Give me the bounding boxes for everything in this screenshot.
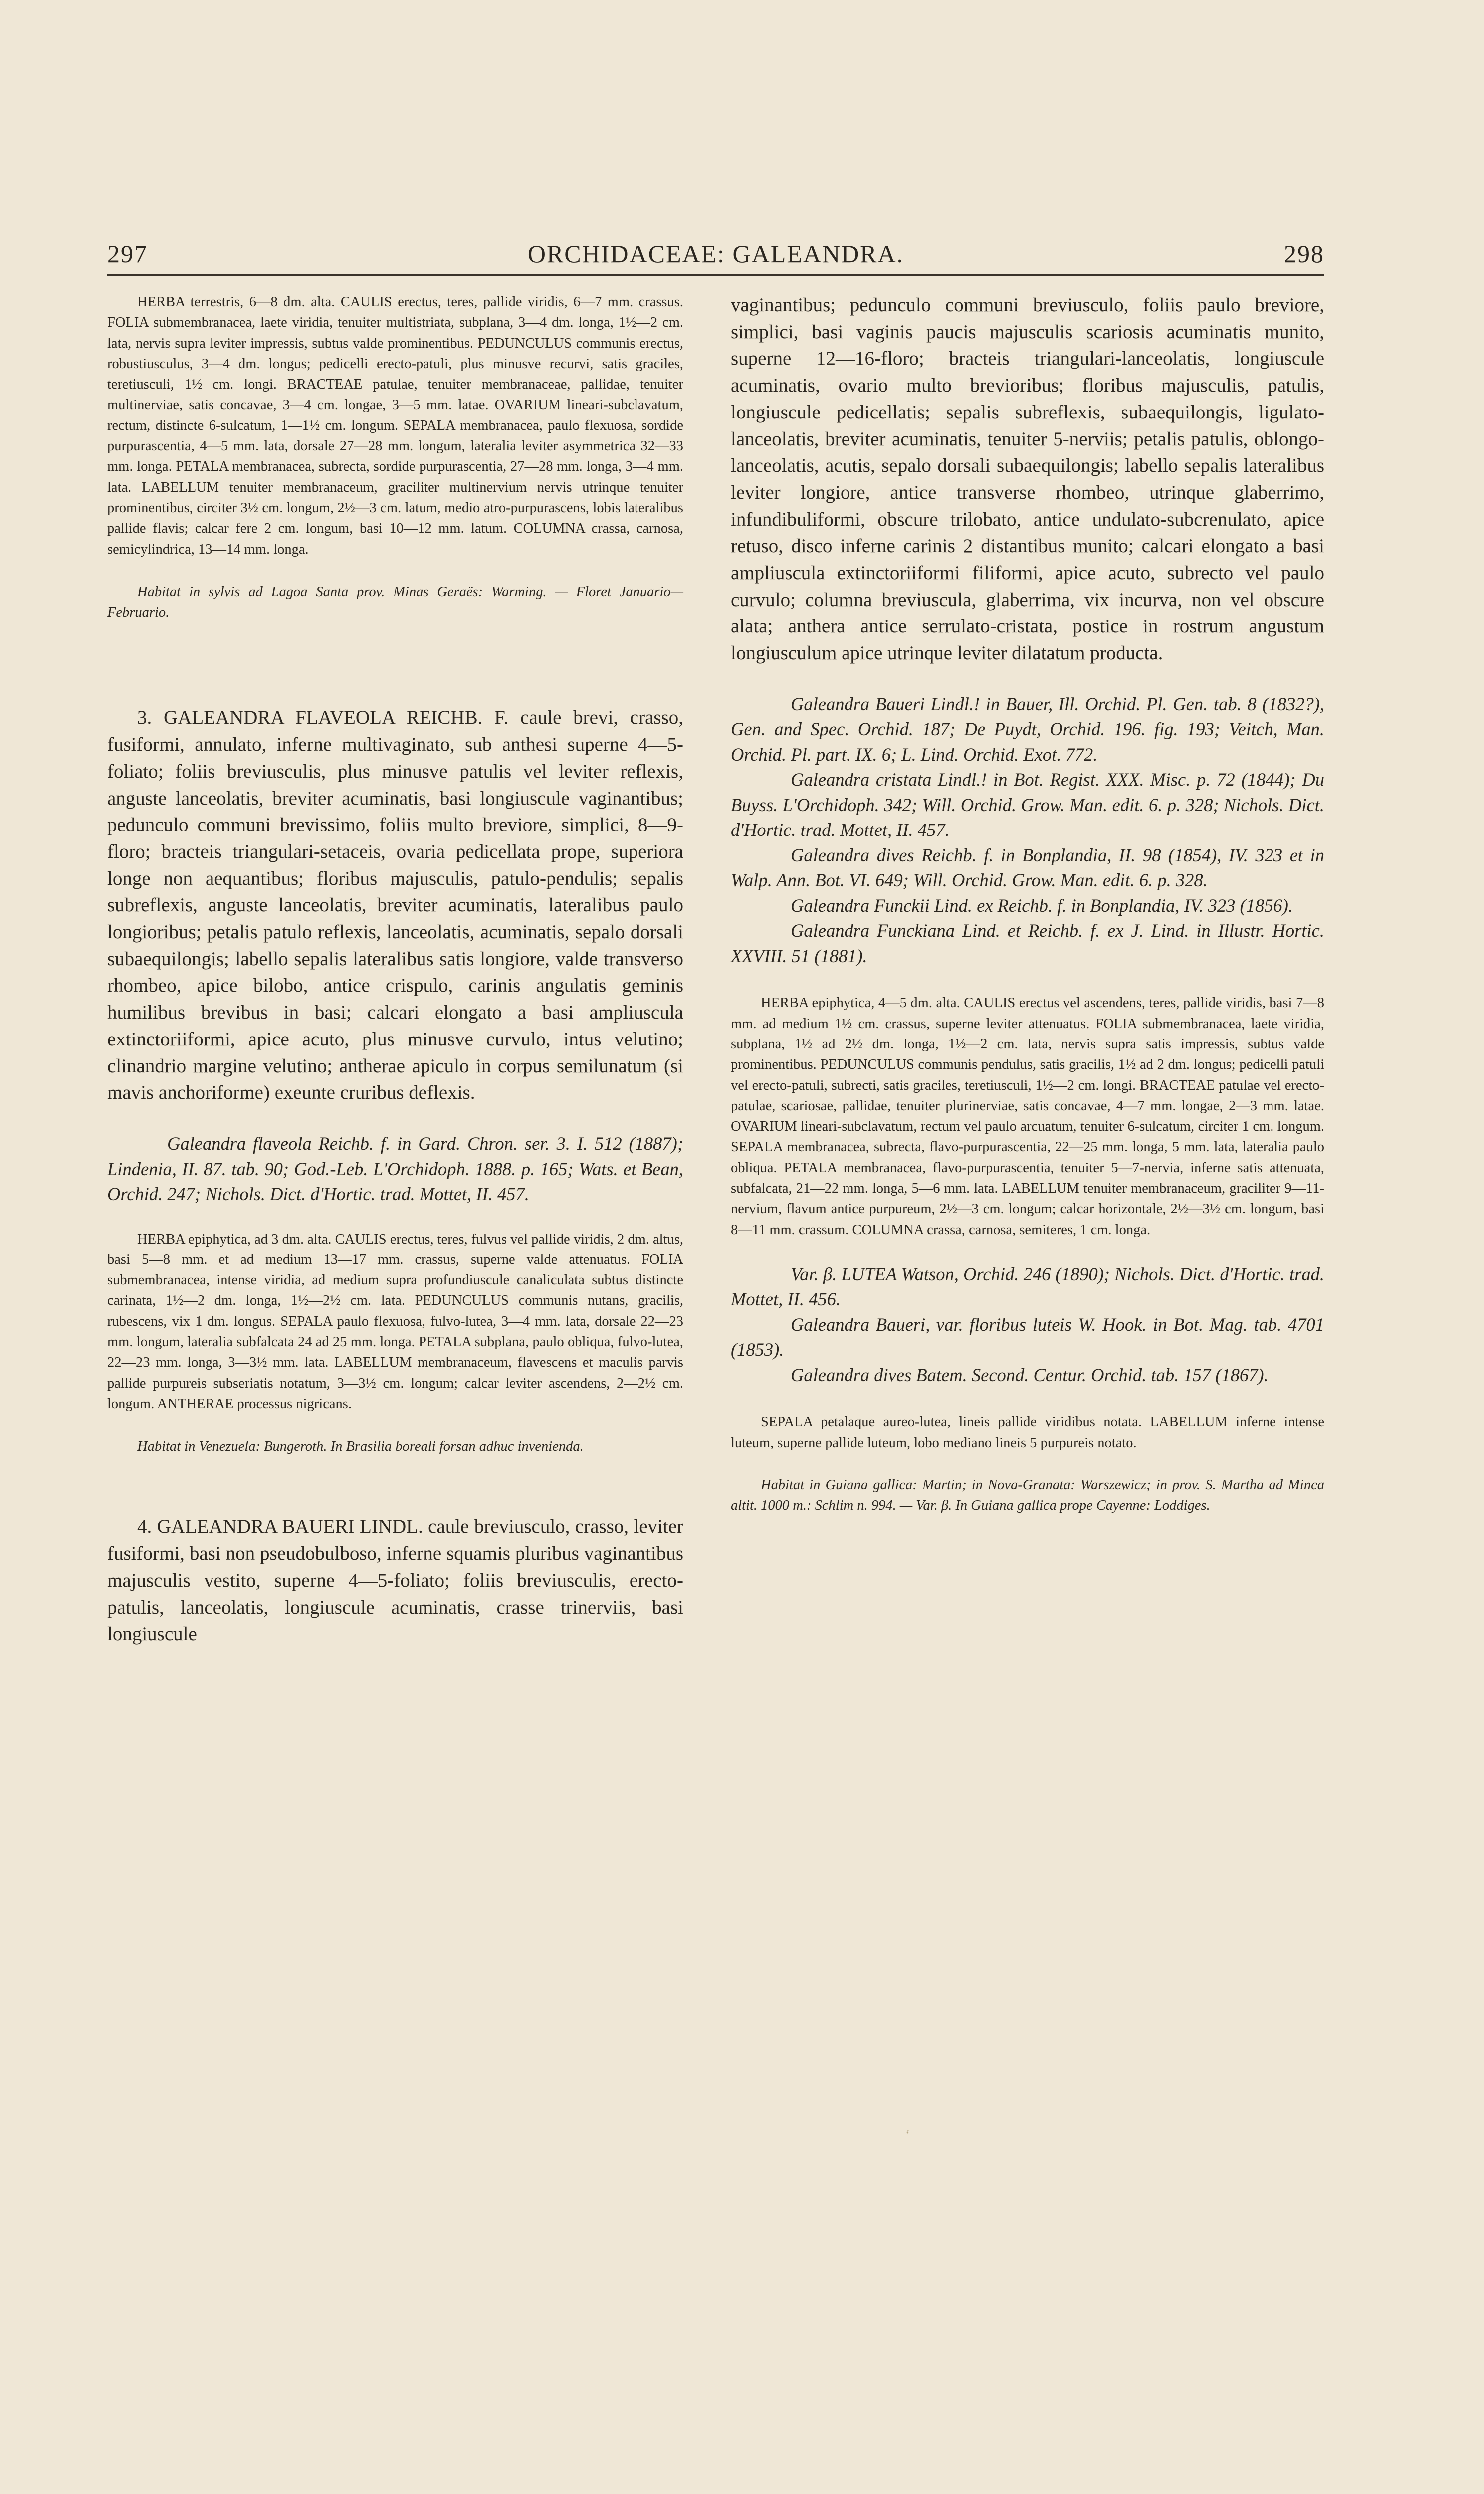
species-description: 4. GALEANDRA BAUERI LINDL. caule breviusculo, crasso, leviter fusiformi, basi non pseudobulboso, inferne squamis pluribus vaginantibus majusculis vestito, superne 4—5-foliato; foliis breviusculis, erecto-patulis, lanceolatis, longiuscule acuminatis, crasse trinerviis, basi longiuscule	[107, 1516, 683, 1645]
page-number-left: 297	[107, 240, 148, 268]
running-header	[107, 239, 1324, 276]
paper-blemish: ‘	[905, 2127, 910, 2143]
running-title: ORCHIDACEAE: GALEANDRA.	[527, 240, 904, 268]
species-description: 3. GALEANDRA FLAVEOLA REICHB. F. caule brevi, crasso, fusiformi, annulato, inferne multivaginato, sub anthesi superne 4—5-foliato; foliis breviusculis, plus minusve patulis vel leviter reflexis, anguste lanceolatis, breviter acuminatis, basi longiuscule vaginantibus; pedunculo communi brevissimo, foliis multo breviore, simplici, 8—9-floro; bracteis triangulari-setaceis, ovaria pedicellata prope, superiora longe non aequantibus; floribus majusculis, patulo-pendulis; sepalis subreflexis, anguste lanceolatis, breviter acuminatis, lateralibus paulo longioribus; petalis patulo reflexis, lanceolatis, acuminatis, sepalo dorsali subaequilongis; labello sepalis lateralibus satis longiore, valde transverso rhombeo, apice bilobo, antice crispulo, carinis angulatis geminis humilibus brevibus in basi; calcari elongato a basi ampliuscula extinctoriiformi, apice acuto, plus minusve curvulo, intus velutino; clinandrio margine velutino; antherae apiculo in corpus semilunatum (si mavis anchoriforme) exeunte cruribus deflexis.	[107, 707, 683, 1104]
description-paragraph: HERBA epiphytica, 4—5 dm. alta. CAULIS erectus vel ascendens, teres, pallide viridis, basi 7—8 mm. ad medium 1½ cm. crassus, superne leviter attenuatus. FOLIA submembranacea, laete viridia, subplana, 1½ ad 2½ dm. longa, 1½—2 cm. lata, nervis supra satis impressis, subtus valde prominentibus. PEDUNCULUS communis pendulus, satis gracilis, 1½ ad 2 dm. longus; pedicelli patuli vel erecto-patuli, subrecti, satis graciles, teretiusculi, 1½—2 cm. longi. BRACTEAE patulae vel erecto-patulae, scariosae, pallidae, tenuiter plurinerviae, satis concavae, 4—7 mm. longae, 2—3 mm. latae. OVARIUM lineari-subclavatum, rectum vel paulo arcuatum, tenuiter 6-sulcatum, circiter 1 cm. longum. SEPALA membranacea, subrecta, flavo-purpurascentia, 22—25 mm. longa, 5 mm. lata, lateralia paulo obliqua. PETALA membranacea, flavo-purpurascentia, tenuiter 5—7-nervia, inferne satis attenuata, subfalcata, 21—22 mm. longa, 5—6 mm. lata. LABELLUM tenuiter membranaceum, graciliter 9—11-nervium, flavum antice purpureum, 2½—3 cm. longum; calcar horizontale, 2½—3½ cm. longum, basi 8—11 mm. crassum. COLUMNA crassa, carnosa, semiteres, 1 cm. longa.	[731, 995, 1324, 1238]
variety-citation: Var. β. LUTEA Watson, Orchid. 246 (1890); Nichols. Dict. d'Hortic. trad. Mottet, II. 456.	[731, 1263, 1324, 1310]
habitat-paragraph: Habitat in Venezuela: Bungeroth. In Brasilia boreali forsan adhuc invenienda.	[137, 1439, 584, 1455]
habitat-paragraph: Habitat in Guiana gallica: Martin; in Nova-Granata: Warszewicz; in prov. S. Martha ad Minca altit. 1000 m.: Schlim n. 994. — Var. β. In Guiana gallica prope Cayenne: Loddiges.	[731, 1477, 1324, 1514]
citation-paragraph: Galeandra Funckiana Lind. et Reichb. f. ex J. Lind. in Illustr. Hortic. XXVIII. 51 (1881).	[731, 920, 1324, 966]
section-gap	[107, 1478, 683, 1513]
citation-paragraph: Galeandra cristata Lindl.! in Bot. Regist. XXX. Misc. p. 72 (1844); Du Buyss. L'Orchidoph. 342; Will. Orchid. Grow. Man. edit. 6. p. 328; Nichols. Dict. d'Hortic. trad. Mottet, II. 457.	[731, 769, 1324, 840]
citation-paragraph: Galeandra Funckii Lind. ex Reichb. f. in Bonplandia, IV. 323 (1856).	[791, 895, 1293, 916]
section-gap	[107, 644, 683, 704]
variety-description: SEPALA petalaque aureo-lutea, lineis pallide viridibus notata. LABELLUM inferne intense luteum, superne pallide luteum, lobo mediano lineis 5 purpureis notato.	[731, 1414, 1324, 1451]
description-paragraph: HERBA epiphytica, ad 3 dm. alta. CAULIS erectus, teres, fulvus vel pallide viridis, 2 dm. altus, basi 5—8 mm. et ad medium 13—17 mm. crassus, superne valde attenuatus. FOLIA submembranacea, intense viridia, ad medium supra profundiuscule canaliculata subtus distincte carinata, 1½—2 dm. longa, 1½—2½ cm. lata. PEDUNCULUS communis nutans, gracilis, rubescens, vix 1 dm. longus. SEPALA paulo flexuosa, fulvo-lutea, 3—4 mm. lata, dorsale 22—23 mm. longum, lateralia subfalcata 24 ad 25 mm. longa. PETALA subplana, paulo obliqua, fulvo-lutea, 22—23 mm. longa, 3—3½ mm. lata. LABELLUM membranaceum, flavescens et maculis parvis pallide purpureis subseriatis notatum, 3—3½ cm. longum; calcar leviter ascendens, 2—2½ cm. longum. ANTHERAE processus nigricans.	[107, 1231, 683, 1412]
page-number-right: 298	[1284, 240, 1324, 268]
description-paragraph: HERBA terrestris, 6—8 dm. alta. CAULIS erectus, teres, pallide viridis, 6—7 mm. crassus. FOLIA submembranacea, laete viridia, tenuiter multistriata, subplana, 3—4 dm. longa, 1½—2 cm. lata, nervis supra leviter impressis, subtus valde prominentibus. PEDUNCULUS communis erectus, robustiusculus, 3—4 dm. longus; pedicelli erecto-patuli, plus minusve recurvi, satis graciles, teretiusculi, 1½ cm. longi. BRACTEAE patulae, tenuiter membranaceae, pallidae, tenuiter multinerviae, satis concavae, 3—4 cm. longae, 3—5 mm. latae. OVARIUM lineari-subclavatum, rectum, distincte 6-sulcatum, 1—1½ cm. longum. SEPALA membranacea, paulo flexuosa, sordide purpurascentia, 4—5 mm. lata, dorsale 27—28 mm. longum, lateralia leviter asymmetrica 32—33 mm. longa. PETALA membranacea, subrecta, sordide purpurascentia, 27—28 mm. longa, 3—4 mm. lata. LABELLUM tenuiter membranaceum, graciliter multinervium nervis utrinque tenuiter prominentibus, circiter 3½ cm. longum, 2½—3 cm. latum, medio atro-purpurascens, lobis lateralibus pallide flavis; calcar fere 2 cm. longum, basi 10—12 mm. latum. COLUMNA crassa, carnosa, semicylindrica, 13—14 mm. longa.	[107, 294, 683, 557]
right-column	[731, 292, 1324, 1538]
citation-paragraph: Galeandra Baueri, var. floribus luteis W. Hook. in Bot. Mag. tab. 4701 (1853).	[731, 1314, 1324, 1360]
citation-paragraph: Galeandra dives Reichb. f. in Bonplandia, II. 98 (1854), IV. 323 et in Walp. Ann. Bot. VI. 649; Will. Orchid. Grow. Man. edit. 6. p. 328.	[731, 844, 1324, 891]
citation-paragraph: Galeandra dives Batem. Second. Centur. Orchid. tab. 157 (1867).	[791, 1364, 1269, 1385]
habitat-paragraph: Habitat in sylvis ad Lagoa Santa prov. Minas Geraës: Warming. — Floret Januario—Februario.	[107, 584, 683, 621]
citation-paragraph: Galeandra Baueri Lindl.! in Bauer, Ill. Orchid. Pl. Gen. tab. 8 (1832?), Gen. and Spec. Orchid. 187; De Puydt, Orchid. 196. fig. 193; Veitch, Man. Orchid. Pl. part. IX. 6; L. Lind. Orchid. Exot. 772.	[731, 693, 1324, 765]
species-description-continued: vaginantibus; pedunculo communi breviusculo, foliis paulo breviore, simplici, basi vaginis paucis majusculis scariosis acuminatis munito, superne 12—16-floro; bracteis triangulari-lanceolatis, longiuscule acuminatis, ovario multo brevioribus; floribus majusculis, patulis, longiuscule pedicellatis; sepalis subreflexis, subaequilongis, ligulato-lanceolatis, breviter acuminatis, tenuiter 5-nerviis; petalis patulis, oblongo-lanceolatis, acutis, sepalo dorsali subaequilongis; labello sepalis lateralibus leviter longiore, antice transverse rhombeo, utrinque glaberrimo, infundibuliformi, obscure trilobato, antice undulato-subcrenulato, apice retuso, disco inferne carinis 2 distantibus munito; calcari elongato a basi ampliuscula extinctoriiformi filiformi, apice acuto, subrecto vel paulo curvulo; columna breviuscula, glaberrima, vix incurva, non vel obscure alata; anthera antice serrulato-cristata, postice in rostrum angustum longiusculum apice utrinque leviter dilatatum producta.	[731, 294, 1324, 664]
citation-paragraph: Galeandra flaveola Reichb. f. in Gard. Chron. ser. 3. I. 512 (1887); Lindenia, II. 87. tab. 90; God.-Leb. L'Orchidoph. 1888. p. 165; Wats. et Bean, Orchid. 247; Nichols. Dict. d'Hortic. trad. Mottet, II. 457.	[107, 1133, 683, 1204]
left-column	[107, 292, 683, 1672]
